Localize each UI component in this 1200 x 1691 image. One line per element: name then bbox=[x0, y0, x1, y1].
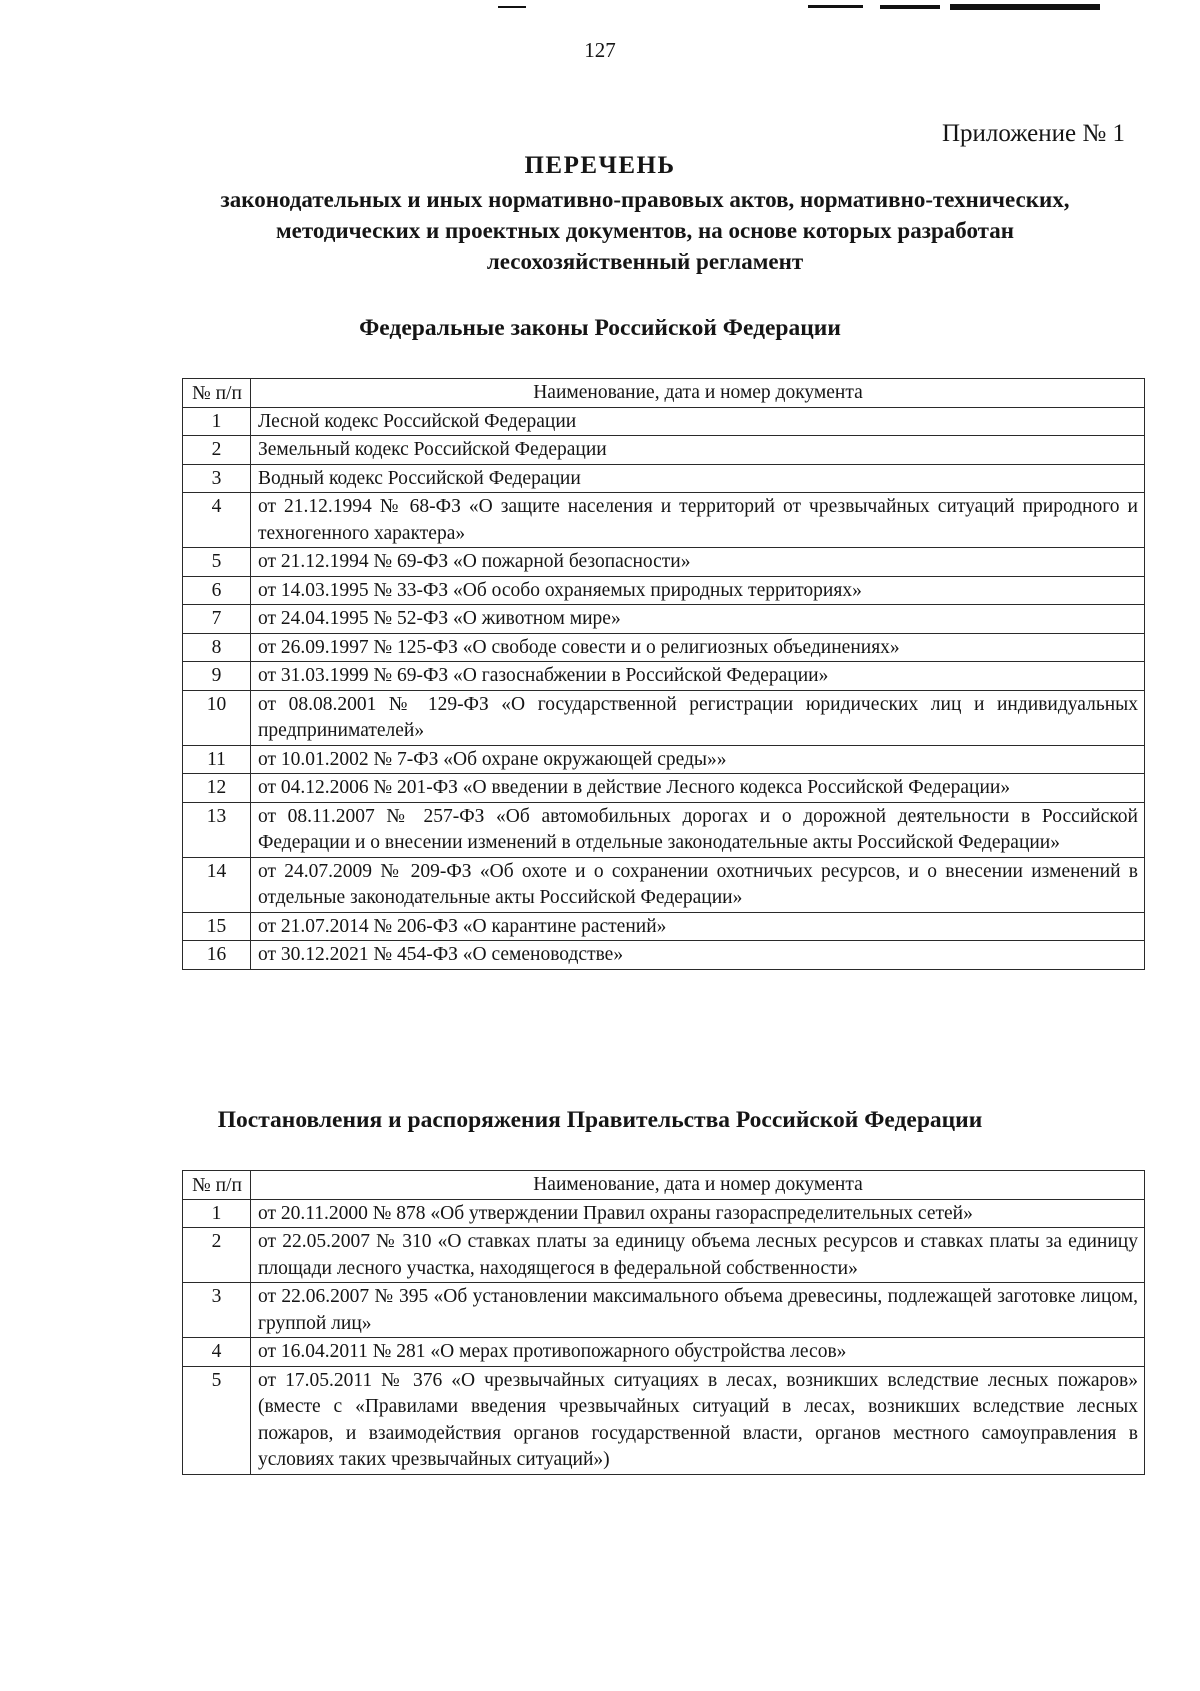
section-heading-federal-laws: Федеральные законы Российской Федерации bbox=[359, 315, 841, 341]
government-decrees-table-body bbox=[183, 1199, 1145, 1474]
document-name: от 26.09.1997 № 125-ФЗ «О свободе совести и о религиозных объединениях» bbox=[251, 633, 1145, 662]
document-name: от 21.07.2014 № 206-ФЗ «О карантине растений» bbox=[251, 912, 1145, 941]
row-number: 15 bbox=[183, 912, 251, 941]
table-row bbox=[183, 633, 1145, 662]
table-header-row bbox=[183, 379, 1145, 408]
document-name: Водный кодекс Российской Федерации bbox=[251, 464, 1145, 493]
row-number: 6 bbox=[183, 576, 251, 605]
document-name: от 14.03.1995 № 33-ФЗ «Об особо охраняемых природных территориях» bbox=[251, 576, 1145, 605]
table-row bbox=[183, 774, 1145, 803]
table-row bbox=[183, 1199, 1145, 1228]
column-header-name: Наименование, дата и номер документа bbox=[251, 1171, 1145, 1200]
row-number: 3 bbox=[183, 464, 251, 493]
document-name: от 22.05.2007 № 310 «О ставках платы за единицу объема лесных ресурсов и ставках платы за единицу площади лесного участка, находящегося в федеральной собственности» bbox=[251, 1228, 1145, 1283]
column-header-number: № п/п bbox=[183, 1171, 251, 1200]
table-row bbox=[183, 1338, 1145, 1367]
document-name: Лесной кодекс Российской Федерации bbox=[251, 407, 1145, 436]
table-row bbox=[183, 548, 1145, 577]
document-title: ПЕРЕЧЕНЬ bbox=[524, 152, 676, 179]
row-number: 3 bbox=[183, 1283, 251, 1338]
table-row bbox=[183, 407, 1145, 436]
row-number: 2 bbox=[183, 1228, 251, 1283]
row-number: 16 bbox=[183, 941, 251, 970]
row-number: 13 bbox=[183, 802, 251, 857]
row-number: 7 bbox=[183, 605, 251, 634]
row-number: 12 bbox=[183, 774, 251, 803]
column-header-number: № п/п bbox=[183, 379, 251, 408]
document-name: от 22.06.2007 № 395 «Об установлении максимального объема древесины, подлежащей заготовке лицом, группой лиц» bbox=[251, 1283, 1145, 1338]
government-decrees-table bbox=[182, 1170, 1145, 1475]
row-number: 1 bbox=[183, 407, 251, 436]
table-row bbox=[183, 1228, 1145, 1283]
page-number: 127 bbox=[584, 38, 616, 62]
document-name: от 20.11.2000 № 878 «Об утверждении Правил охраны газораспределительных сетей» bbox=[251, 1199, 1145, 1228]
section-heading-government-decrees: Постановления и распоряжения Правительства Российской Федерации bbox=[217, 1107, 983, 1133]
table-row bbox=[183, 662, 1145, 691]
row-number: 1 bbox=[183, 1199, 251, 1228]
table-row bbox=[183, 745, 1145, 774]
table-row bbox=[183, 1366, 1145, 1474]
document-name: от 31.03.1999 № 69-ФЗ «О газоснабжении в Российской Федерации» bbox=[251, 662, 1145, 691]
column-header-name: Наименование, дата и номер документа bbox=[251, 379, 1145, 408]
document-name: от 08.11.2007 № 257-ФЗ «Об автомобильных дорогах и о дорожной деятельности в Российской Федерации и о внесении изменений в отдельные законодательные акты Российской Федерации» bbox=[251, 802, 1145, 857]
document-name: от 04.12.2006 № 201-ФЗ «О введении в действие Лесного кодекса Российской Федерации» bbox=[251, 774, 1145, 803]
row-number: 8 bbox=[183, 633, 251, 662]
table-row bbox=[183, 493, 1145, 548]
document-subtitle: законодательных и иных нормативно-правовых актов, нормативно-технических, методических и проектных документов, на основе которых разработан лесохозяйственный регламент bbox=[220, 187, 1070, 274]
table-row bbox=[183, 576, 1145, 605]
appendix-label: Приложение № 1 bbox=[941, 120, 1125, 147]
row-number: 4 bbox=[183, 1338, 251, 1367]
document-name: от 08.08.2001 № 129-ФЗ «О государственной регистрации юридических лиц и индивидуальных предпринимателей» bbox=[251, 690, 1145, 745]
row-number: 10 bbox=[183, 690, 251, 745]
row-number: 5 bbox=[183, 1366, 251, 1474]
table-row bbox=[183, 941, 1145, 970]
document-name: от 30.12.2021 № 454-ФЗ «О семеноводстве» bbox=[251, 941, 1145, 970]
document-name: от 24.07.2009 № 209-ФЗ «Об охоте и о сохранении охотничьих ресурсов, и о внесении изменений в отдельные законодательные акты Российской Федерации» bbox=[251, 857, 1145, 912]
scan-mark bbox=[950, 4, 1100, 10]
document-name: от 16.04.2011 № 281 «О мерах противопожарного обустройства лесов» bbox=[251, 1338, 1145, 1367]
scan-mark bbox=[880, 5, 940, 9]
table-row bbox=[183, 464, 1145, 493]
row-number: 2 bbox=[183, 436, 251, 465]
row-number: 14 bbox=[183, 857, 251, 912]
document-name: Земельный кодекс Российской Федерации bbox=[251, 436, 1145, 465]
row-number: 11 bbox=[183, 745, 251, 774]
document-name: от 21.12.1994 № 69-ФЗ «О пожарной безопасности» bbox=[251, 548, 1145, 577]
table-row bbox=[183, 1283, 1145, 1338]
table-row bbox=[183, 436, 1145, 465]
document-name: от 17.05.2011 № 376 «О чрезвычайных ситуациях в лесах, возникших вследствие лесных пожаров» (вместе с «Правилами введения чрезвычайных ситуаций в лесах, возникших вследствие лесных пожаров, и взаимодействия органов государственной власти, органов местного самоуправления в условиях таких чрезвычайных ситуаций») bbox=[251, 1366, 1145, 1474]
federal-laws-table bbox=[182, 378, 1145, 970]
row-number: 4 bbox=[183, 493, 251, 548]
table-row bbox=[183, 690, 1145, 745]
document-name: от 10.01.2002 № 7-ФЗ «Об охране окружающей среды»» bbox=[251, 745, 1145, 774]
document-name: от 21.12.1994 № 68-ФЗ «О защите населения и территорий от чрезвычайных ситуаций природного и техногенного характера» bbox=[251, 493, 1145, 548]
scan-mark bbox=[808, 5, 863, 8]
federal-laws-table-body bbox=[183, 407, 1145, 969]
table-row bbox=[183, 912, 1145, 941]
table-header-row bbox=[183, 1171, 1145, 1200]
row-number: 9 bbox=[183, 662, 251, 691]
table-row bbox=[183, 857, 1145, 912]
row-number: 5 bbox=[183, 548, 251, 577]
table-row bbox=[183, 605, 1145, 634]
document-name: от 24.04.1995 № 52-ФЗ «О животном мире» bbox=[251, 605, 1145, 634]
table-row bbox=[183, 802, 1145, 857]
scan-mark bbox=[498, 6, 526, 8]
